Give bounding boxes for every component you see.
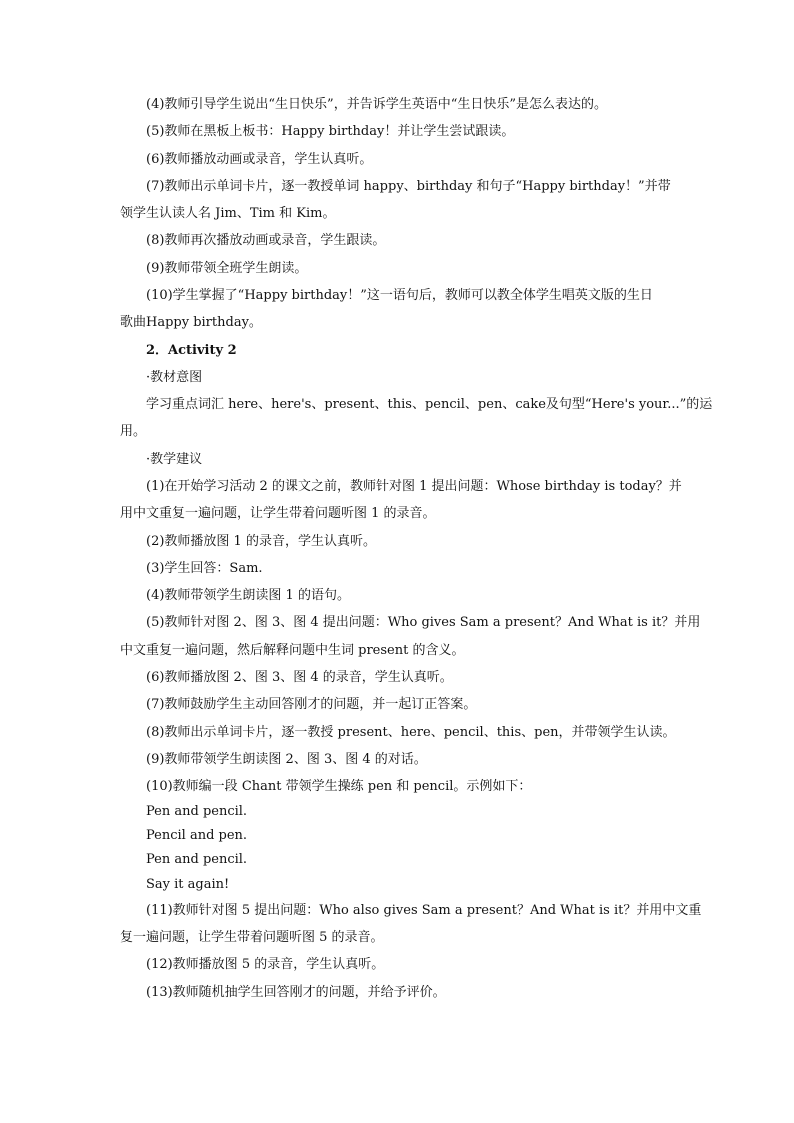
suggestion-9-line: (9)教师带领学生朗读图 2、图 3、图 4 的对话。 [146, 752, 427, 767]
suggestion-11-continuation: 复一遍问题，让学生带着问题听图 5 的录音。 [120, 930, 384, 945]
step-10-continuation: 歌曲Happy birthday。 [120, 315, 262, 330]
suggestion-5-continuation: 中文重复一遍问题，然后解释问题中生词 present 的含义。 [120, 643, 465, 658]
suggestion-7-line: (7)教师鼓励学生主动回答刚才的问题，并一起订正答案。 [146, 697, 477, 712]
step-7-line: (7)教师出示单词卡片，逐一教授单词 happy、birthday 和句子“Happy birthday！”并带 [146, 179, 671, 194]
step-5-line: (5)教师在黑板上板书：Happy birthday！并让学生尝试跟读。 [146, 124, 515, 139]
suggestion-6-line: (6)教师播放图 2、图 3、图 4 的录音，学生认真听。 [146, 670, 453, 685]
suggestion-12-line: (12)教师播放图 5 的录音，学生认真听。 [146, 957, 385, 972]
suggestion-11-line: (11)教师针对图 5 提出问题：Who also gives Sam a present？And What is it？并用中文重 [146, 903, 702, 918]
chant-line-2: Pencil and pen. [146, 828, 248, 843]
subheading-teaching-suggestions: ·教学建议 [146, 452, 203, 467]
step-7-continuation: 领学生认读人名 Jim、Tim 和 Kim。 [120, 206, 336, 221]
suggestion-10-line: (10)教师编一段 Chant 带领学生操练 pen 和 pencil。示例如下： [146, 779, 532, 794]
chant-line-4: Say it again! [146, 877, 230, 892]
step-4-line: (4)教师引导学生说出“生日快乐”，并告诉学生英语中“生日快乐”是怎么表达的。 [146, 97, 607, 112]
chant-line-3: Pen and pencil. [146, 852, 248, 867]
intent-paragraph-line: 学习重点词汇 here、here's、present、this、pencil、pen、cake及句型“Here's your...”的运 [146, 397, 713, 412]
step-8-line: (8)教师再次播放动画或录音，学生跟读。 [146, 233, 386, 248]
subheading-material-intent: ·教材意图 [146, 370, 203, 385]
suggestion-1-line: (1)在开始学习活动 2 的课文之前，教师针对图 1 提出问题：Whose birthday is today？并 [146, 479, 682, 494]
section-heading-activity-2: 2．Activity 2 [146, 343, 237, 358]
step-6-line: (6)教师播放动画或录音，学生认真听。 [146, 152, 373, 167]
suggestion-3-line: (3)学生回答：Sam. [146, 561, 263, 576]
step-9-line: (9)教师带领全班学生朗读。 [146, 261, 308, 276]
suggestion-2-line: (2)教师播放图 1 的录音，学生认真听。 [146, 534, 376, 549]
suggestion-13-line: (13)教师随机抽学生回答刚才的问题，并给予评价。 [146, 985, 446, 1000]
suggestion-5-line: (5)教师针对图 2、图 3、图 4 提出问题：Who gives Sam a present？And What is it？并用 [146, 615, 701, 630]
intent-paragraph-continuation: 用。 [120, 424, 147, 439]
suggestion-1-continuation: 用中文重复一遍问题，让学生带着问题听图 1 的录音。 [120, 506, 436, 521]
chant-line-1: Pen and pencil. [146, 804, 248, 819]
suggestion-4-line: (4)教师带领学生朗读图 1 的语句。 [146, 588, 350, 603]
step-10-line: (10)学生掌握了“Happy birthday！”这一语句后，教师可以教全体学生唱英文版的生日 [146, 288, 653, 303]
suggestion-8-line: (8)教师出示单词卡片，逐一教授 present、here、pencil、this、pen，并带领学生认读。 [146, 725, 676, 740]
